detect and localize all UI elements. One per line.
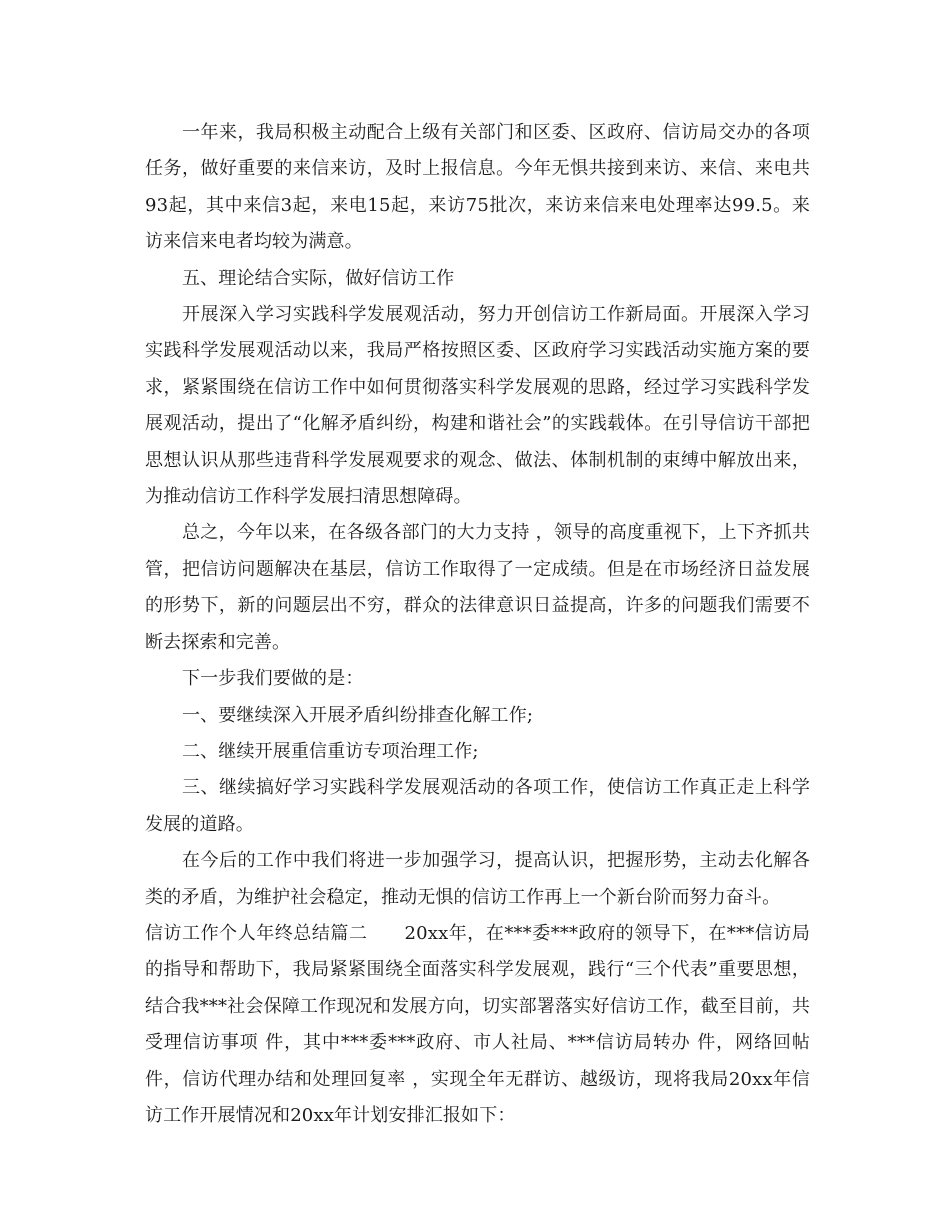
list-item-2: 二、继续开展重信重访专项治理工作; <box>182 740 479 762</box>
paragraph-part-two: 信访工作个人年终总结篇二 20xx年，在***委***政府的领导下，在***信访局的指导和帮助下，我局紧紧围绕全面落实科学发展观，践行“三个代表”重要思想，结合我***社会保障工作现况和发展方向，切实部署落实好信访工作，截至目前，共受理信访事项 件，其中***委***政府、市人社局、***信访局转办 件，网络回帖 件，信访代理办结和处理回复率 ，实现全年无群访、越级访，现将我局20xx年信访工作开展情况和20xx年计划安排汇报如下： <box>145 922 810 1126</box>
list-item-1: 一、要继续深入开展矛盾纠纷排查化解工作; <box>182 704 534 726</box>
paragraph-scientific-development: 开展深入学习实践科学发展观活动，努力开创信访工作新局面。开展深入学习实践科学发展观活动以来，我局严格按照区委、区政府学习实践活动实施方案的要求，紧紧围绕在信访工作中如何贯彻落实科学发展观的思路，经过学习实践科学发展观活动，提出了“化解矛盾纠纷，构建和谐社会”的实践载体。在引导信访干部把思想认识从那些违背科学发展观要求的观念、做法、体制机制的束缚中解放出来，为推动信访工作科学发展扫清思想障碍。 <box>145 304 810 508</box>
paragraph-next-steps-intro: 下一步我们要做的是： <box>182 668 364 690</box>
list-item-3: 三、继续搞好学习实践科学发展观活动的各项工作，使信访工作真正走上科学发展的道路。 <box>145 777 810 835</box>
paragraph-summary: 总之，今年以来，在各级各部门的大力支持 ，领导的高度重视下，上下齐抓共管，把信访问题解决在基层，信访工作取得了一定成绩。但是在市场经济日益发展的形势下，新的问题层出不穷，群众的法律意识日益提高，许多的问题我们需要不断去探索和完善。 <box>145 522 810 653</box>
section-heading-5: 五、理论结合实际，做好信访工作 <box>182 267 455 289</box>
paragraph-letters-visits-stats: 一年来，我局积极主动配合上级有关部门和区委、区政府、信访局交办的各项任务，做好重要的来信来访，及时上报信息。今年无惧共接到来访、来信、来电共93起，其中来信3起，来电15起，来访75批次，来访来信来电处理率达99.5。来访来信来电者均较为满意。 <box>145 122 810 253</box>
paragraph-future-work: 在今后的工作中我们将进一步加强学习，提高认识，把握形势，主动去化解各类的矛盾，为维护社会稳定，推动无惧的信访工作再上一个新台阶而努力奋斗。 <box>145 850 810 908</box>
